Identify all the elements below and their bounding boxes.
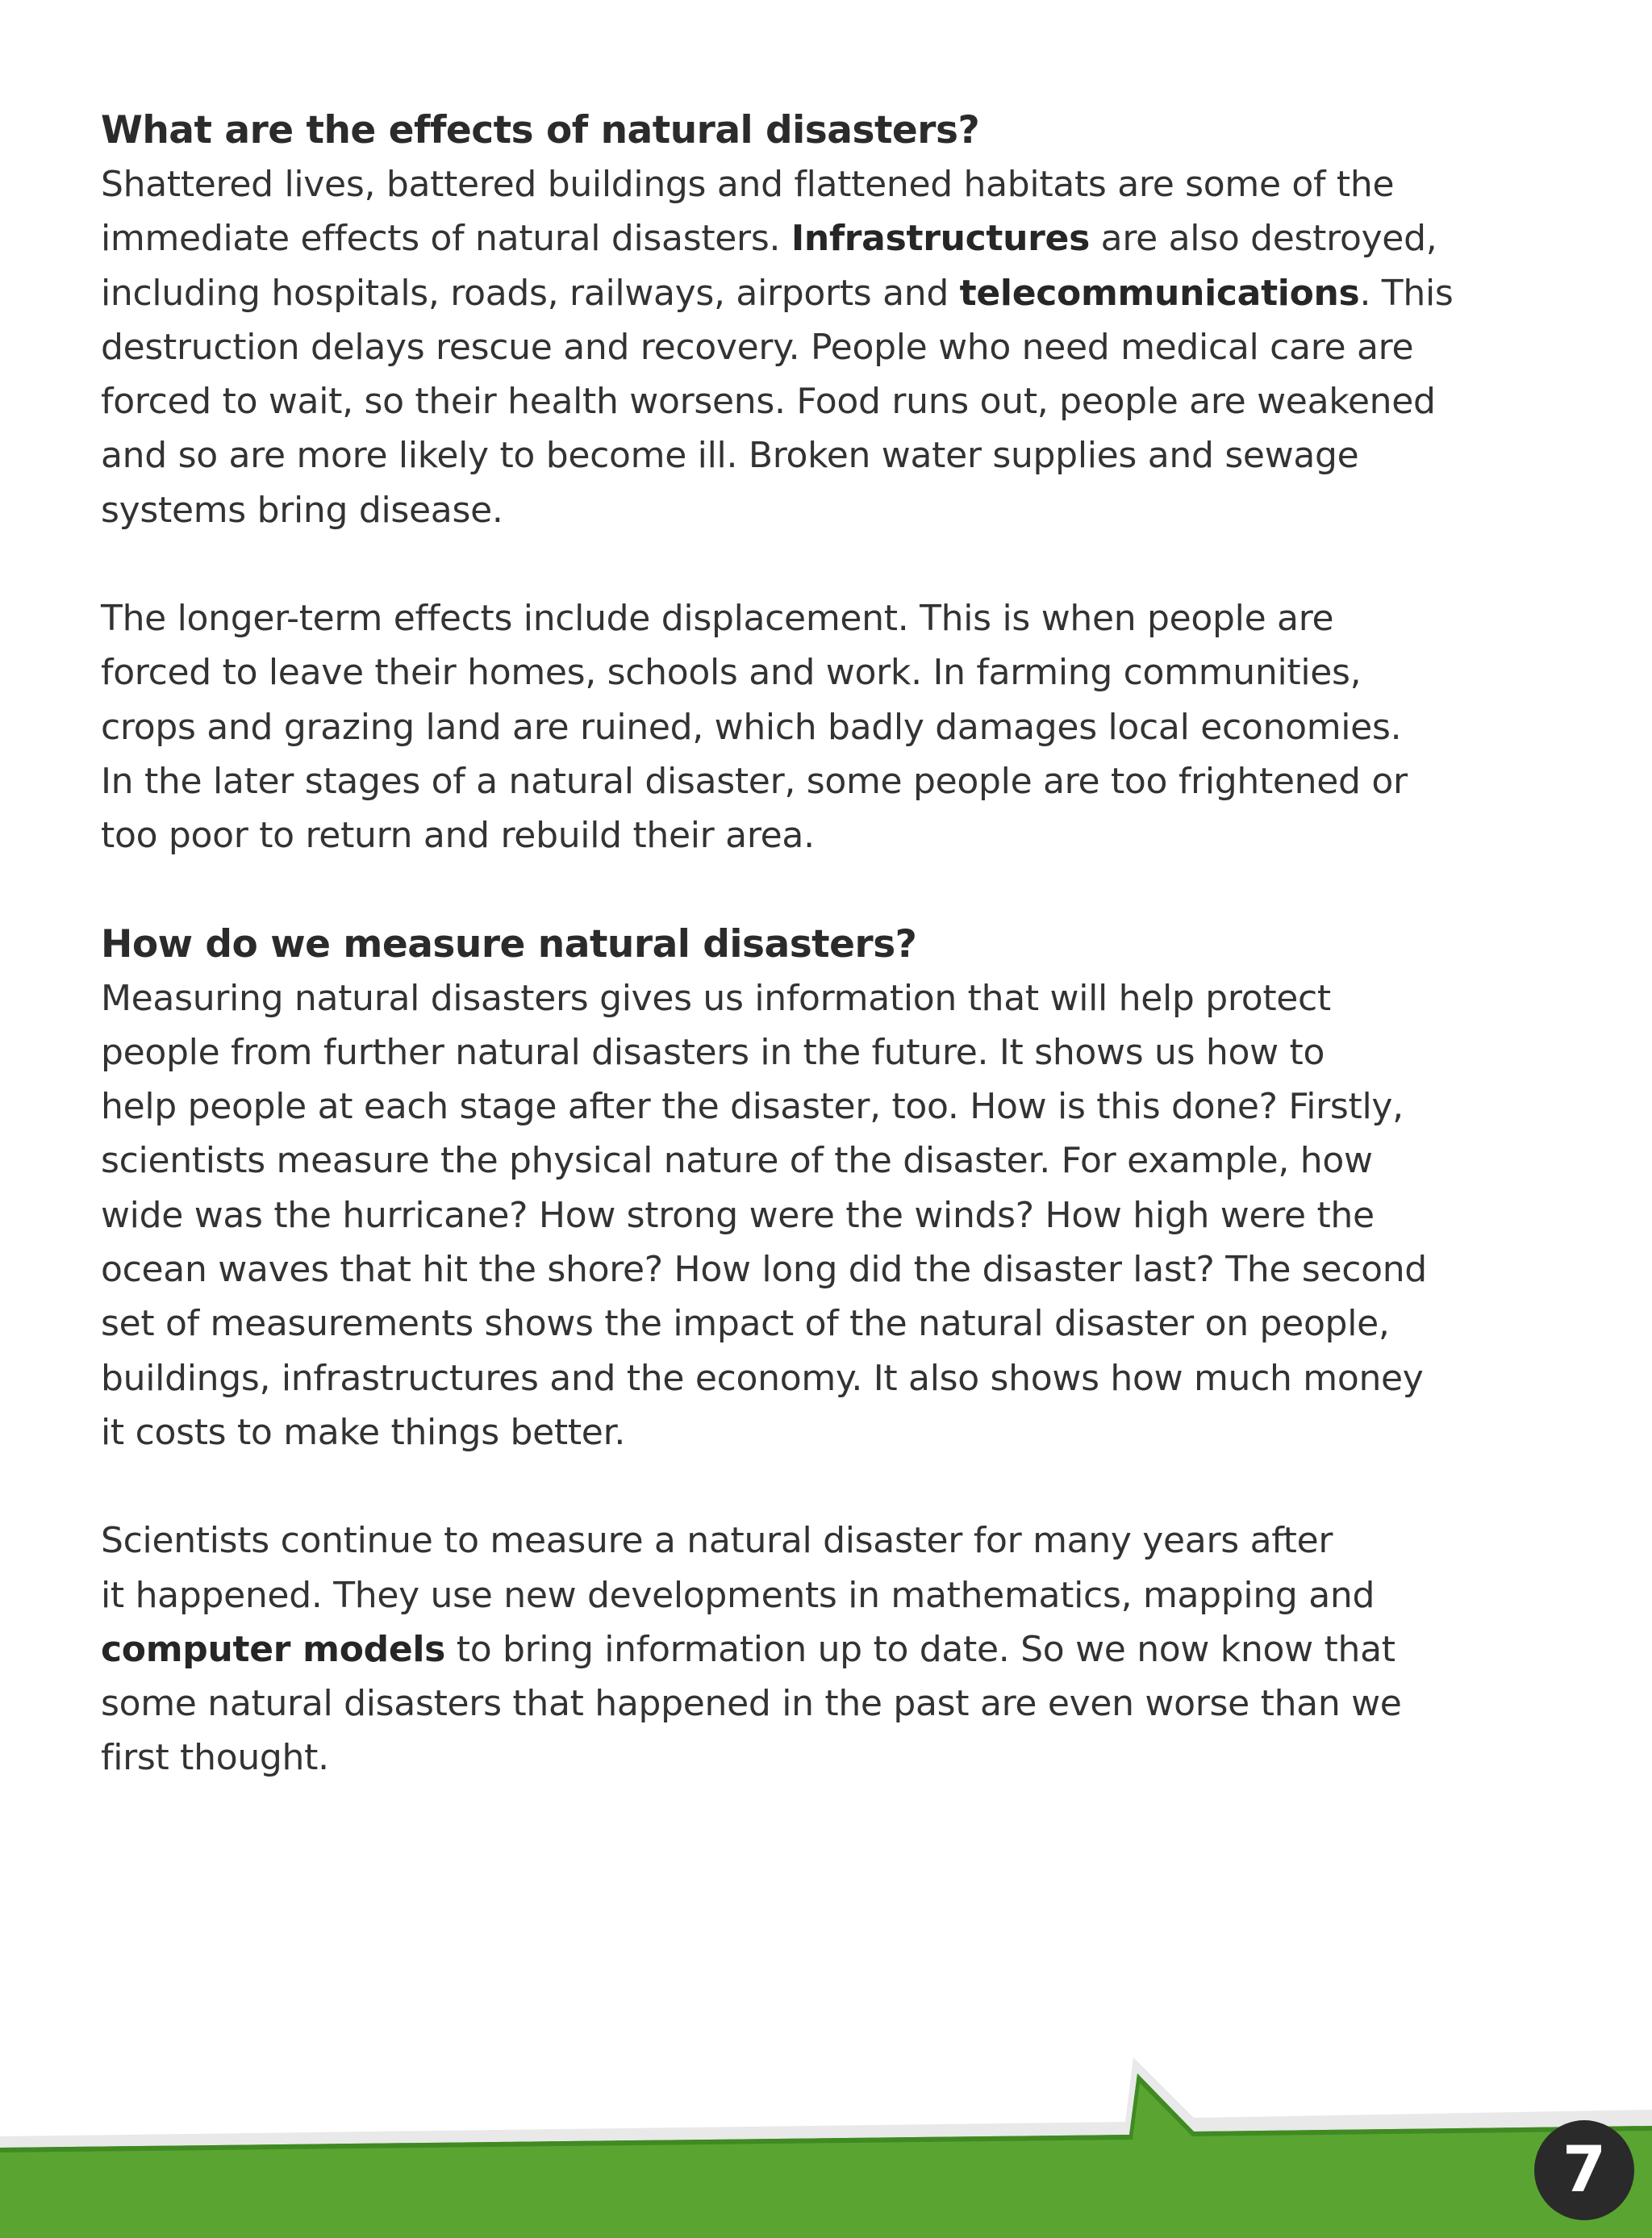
- text-line: set of measurements shows the impact of the natural disaster on people,: [101, 1303, 1390, 1345]
- green-banner-shape: [0, 2073, 1652, 2238]
- paragraph-effects-longer-term: [101, 591, 1456, 862]
- text-line: scientists measure the physical nature of the disaster. For example, how: [101, 1140, 1373, 1182]
- text-line: including hospitals, roads, railways, airports and telecommunications. This: [101, 272, 1454, 314]
- footer-banner: [0, 2041, 1652, 2238]
- text-line: The longer-term effects include displacement. This is when people are: [101, 598, 1334, 640]
- text-line: crops and grazing land are ruined, which badly damages local economies.: [101, 706, 1402, 748]
- page-number-badge: [1534, 2120, 1634, 2220]
- keyword-infrastructures: Infrastructures: [791, 218, 1090, 260]
- text-line: computer models to bring information up to date. So we now know that: [101, 1628, 1395, 1670]
- text-line: forced to wait, so their health worsens. Food runs out, people are weakened: [101, 381, 1436, 423]
- text-line: too poor to return and rebuild their area.: [101, 815, 815, 857]
- paragraph-measure-intro: [101, 971, 1456, 1460]
- text-line: forced to leave their homes, schools and work. In farming communities,: [101, 652, 1362, 694]
- keyword-computer-models: computer models: [101, 1628, 446, 1670]
- text-line: wide was the hurricane? How strong were the winds? How high were the: [101, 1194, 1375, 1236]
- text-line: Shattered lives, battered buildings and flattened habitats are some of the: [101, 164, 1395, 205]
- text-line: and so are more likely to become ill. Broken water supplies and sewage: [101, 435, 1359, 477]
- text-line: buildings, infrastructures and the economy. It also shows how much money: [101, 1357, 1424, 1399]
- text-line: Measuring natural disasters gives us information that will help protect: [101, 977, 1331, 1019]
- section-heading-measure: How do we measure natural disasters?: [101, 921, 917, 967]
- keyword-telecommunications: telecommunications: [959, 272, 1360, 314]
- page-number: 7: [1562, 2134, 1607, 2207]
- text-line: it costs to make things better.: [101, 1411, 626, 1453]
- paragraph-measure-continue: [101, 1514, 1456, 1785]
- text-line: systems bring disease.: [101, 489, 503, 531]
- text-line: Scientists continue to measure a natural disaster for many years after: [101, 1520, 1333, 1562]
- text-line: destruction delays rescue and recovery. People who need medical care are: [101, 326, 1414, 368]
- text-line: In the later stages of a natural disaster, some people are too frightened or: [101, 760, 1408, 802]
- text-line: it happened. They use new developments in mathematics, mapping and: [101, 1574, 1375, 1616]
- text-line: people from further natural disasters in the future. It shows us how to: [101, 1031, 1325, 1073]
- text-line: first thought.: [101, 1737, 329, 1779]
- text-line: help people at each stage after the disaster, too. How is this done? Firstly,: [101, 1086, 1404, 1128]
- text-line: some natural disasters that happened in the past are even worse than we: [101, 1683, 1402, 1725]
- section-heading-effects: What are the effects of natural disasters?: [101, 108, 980, 152]
- text-line: immediate effects of natural disasters. Infrastructures are also destroyed,: [101, 218, 1437, 260]
- paragraph-effects-immediate: [101, 157, 1456, 537]
- page-content: [101, 103, 1456, 1785]
- text-line: ocean waves that hit the shore? How long did the disaster last? The second: [101, 1249, 1427, 1291]
